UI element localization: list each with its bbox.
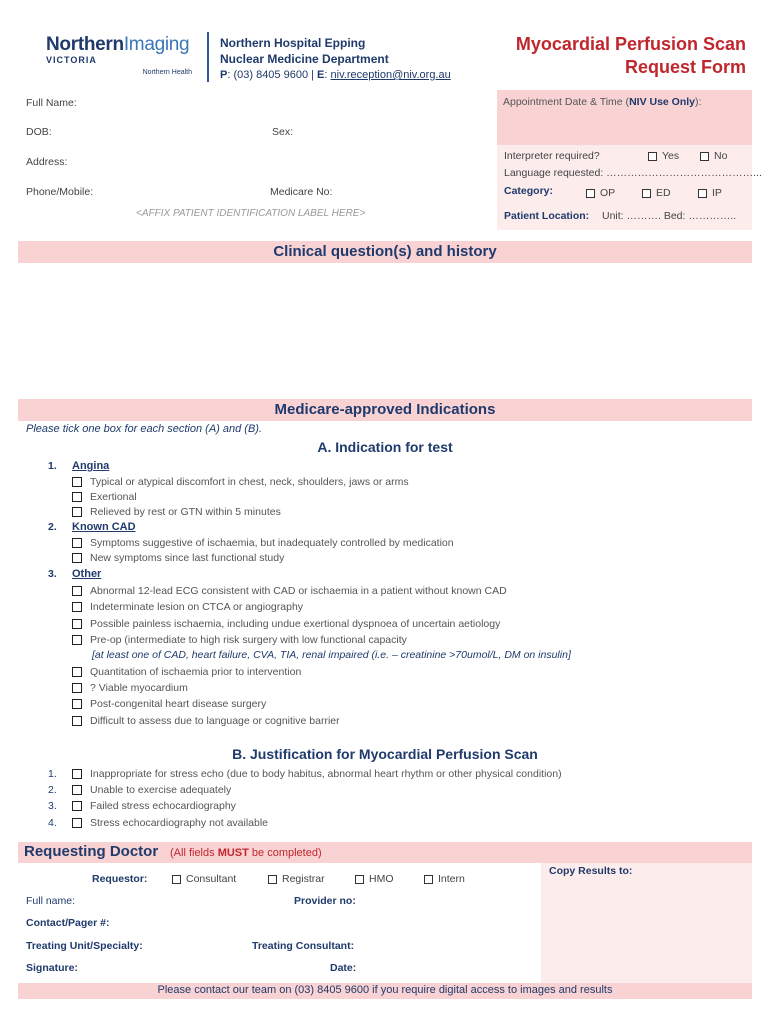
checkbox-icon[interactable] [72, 785, 82, 795]
hospital-phone: : (03) 8405 9600 | [227, 69, 318, 81]
patient-sex-label: Sex: [272, 126, 294, 138]
header-divider [207, 32, 209, 82]
contact-pager-label: Contact/Pager #: [26, 917, 110, 929]
logo-brand-part1: Northern [46, 34, 124, 55]
item-text: Typical or atypical discomfort in chest, neck, shoulders, jaws or arms [90, 476, 409, 488]
op-label: OP [600, 187, 616, 199]
email-label: E [317, 69, 325, 81]
checkbox-icon[interactable] [700, 152, 709, 161]
copy-results-box [541, 863, 752, 985]
item-text: Stress echocardiography not available [90, 817, 269, 829]
checkbox-icon[interactable] [72, 716, 82, 726]
checkbox-icon[interactable] [72, 602, 82, 612]
requesting-doctor-title: Requesting Doctor [24, 843, 159, 860]
indication-item[interactable] [72, 618, 500, 630]
item-text: Exertional [90, 491, 137, 503]
patient-full-name-label: Full Name: [26, 97, 77, 109]
indication-item[interactable] [72, 715, 340, 727]
checkbox-icon[interactable] [72, 635, 82, 645]
indication-item[interactable] [72, 601, 303, 613]
checkbox-icon[interactable] [72, 553, 82, 563]
phone-label: P [220, 69, 228, 81]
patient-dob-label: DOB: [26, 126, 52, 138]
justification-item[interactable] [72, 768, 562, 780]
note-must: MUST [217, 847, 249, 859]
item-text: Quantitation of ischaemia prior to intervention [90, 666, 302, 678]
provider-no-label: Provider no: [294, 895, 356, 907]
checkbox-icon[interactable] [355, 875, 364, 884]
item-text: Post-congenital heart disease surgery [90, 698, 267, 710]
hospital-email-link[interactable]: niv.reception@niv.org.au [330, 69, 451, 81]
checkbox-icon[interactable] [172, 875, 181, 884]
yes-label: Yes [662, 150, 680, 162]
interpreter-yes-option[interactable] [648, 150, 679, 162]
footer-contact-note: Please contact our team on (03) 8405 9600 if you require digital access to images and results [157, 984, 613, 996]
checkbox-icon[interactable] [586, 189, 595, 198]
checkbox-icon[interactable] [72, 818, 82, 828]
doctor-full-name-label: Full name: [26, 895, 76, 907]
section-a-title: A. Indication for test [317, 439, 453, 455]
justification-item[interactable] [72, 817, 268, 829]
logo-parent: Northern Health [142, 69, 192, 76]
signature-label: Signature: [26, 962, 78, 974]
item-text: Failed stress echocardiography [90, 800, 236, 812]
group-number: 3. [48, 568, 57, 580]
item-text: Pre-op (intermediate to high risk surgery with low functional capacity [90, 634, 407, 646]
requestor-registrar-option[interactable] [268, 873, 325, 885]
indication-item[interactable] [72, 585, 507, 597]
indication-item[interactable] [72, 552, 284, 564]
item-text: Relieved by rest or GTN within 5 minutes [90, 506, 281, 518]
justification-item[interactable] [72, 784, 231, 796]
treating-unit-label: Treating Unit/Specialty: [26, 940, 143, 952]
niv-use-only: NIV Use Only [629, 96, 696, 108]
email-sep: : [324, 69, 331, 81]
category-op-option[interactable] [586, 187, 615, 199]
checkbox-icon[interactable] [698, 189, 707, 198]
checkbox-icon[interactable] [72, 683, 82, 693]
checkbox-icon[interactable] [72, 477, 82, 487]
checkbox-icon[interactable] [648, 152, 657, 161]
requestor-consultant-option[interactable] [172, 873, 236, 885]
form-title-line2: Request Form [624, 57, 746, 77]
medicare-note: Please tick one box for each section (A) and (B). [26, 423, 263, 435]
niv-appointment-box [497, 90, 752, 145]
patient-address-label: Address: [26, 156, 68, 168]
checkbox-icon[interactable] [72, 507, 82, 517]
item-text: Difficult to assess due to language or cognitive barrier [90, 715, 340, 727]
patient-location-label: Patient Location: [504, 210, 590, 222]
hospital-dept: Nuclear Medicine Department [220, 52, 389, 66]
appointment-label [497, 90, 752, 114]
ip-label: IP [712, 187, 722, 199]
checkbox-icon[interactable] [72, 492, 82, 502]
requestor-label: Requestor: [92, 873, 148, 885]
interpreter-no-option[interactable] [700, 150, 727, 162]
indication-item[interactable] [72, 537, 454, 549]
interpreter-label: Interpreter required? [504, 150, 600, 162]
b-number: 4. [48, 817, 57, 829]
indication-item[interactable] [72, 698, 266, 710]
b-number: 1. [48, 768, 57, 780]
indication-item[interactable] [72, 666, 301, 678]
checkbox-icon[interactable] [642, 189, 651, 198]
group-label-other: Other [72, 568, 102, 580]
form-title [516, 33, 746, 79]
checkbox-icon[interactable] [72, 667, 82, 677]
hospital-contact [220, 67, 451, 83]
appointment-end: ): [695, 96, 702, 108]
group-number: 2. [48, 521, 57, 533]
consultant-label: Consultant [186, 873, 237, 885]
requesting-doctor-note [170, 847, 322, 859]
logo-brand-part2: Imaging [123, 34, 190, 55]
group-number: 1. [48, 460, 57, 472]
b-number: 3. [48, 800, 57, 812]
checkbox-icon[interactable] [72, 619, 82, 629]
b-number: 2. [48, 784, 57, 796]
item-text: Possible painless ischaemia, including undue exertional dyspnoea of uncertain aetiology [90, 618, 501, 630]
checkbox-icon[interactable] [72, 769, 82, 779]
patient-phone-label: Phone/Mobile: [26, 186, 94, 198]
item-text: Unable to exercise adequately [90, 784, 232, 796]
logo-state: VICTORIA [46, 55, 97, 65]
justification-item[interactable] [72, 800, 236, 812]
category-ed-option[interactable] [642, 187, 671, 199]
checkbox-icon[interactable] [72, 538, 82, 548]
logo [46, 34, 196, 76]
item-text: Inappropriate for stress echo (due to body habitus, abnormal heart rhythm or other physical condition) [90, 768, 562, 780]
note-post: be completed) [248, 847, 322, 859]
group-label-angina: Angina [72, 460, 110, 472]
hospital-info [220, 35, 451, 83]
language-requested: Language requested: ……………………………………... [504, 167, 762, 179]
indication-item[interactable] [72, 476, 409, 488]
hospital-name: Northern Hospital Epping [220, 36, 366, 50]
clinical-section-header: Clinical question(s) and history [18, 241, 752, 263]
treating-consultant-label: Treating Consultant: [252, 940, 355, 952]
item-text: Symptoms suggestive of ischaemia, but inadequately controlled by medication [90, 537, 454, 549]
category-ip-option[interactable] [698, 187, 722, 199]
ed-label: ED [656, 187, 671, 199]
date-label: Date: [330, 962, 357, 974]
item-text: Indeterminate lesion on CTCA or angiography [90, 601, 304, 613]
hmo-label: HMO [369, 873, 394, 885]
note-pre: (All fields [170, 847, 218, 859]
item-text: New symptoms since last functional study [90, 552, 285, 564]
requesting-doctor-header [18, 842, 752, 863]
affix-label-hint: <AFFIX PATIENT IDENTIFICATION LABEL HERE> [136, 208, 366, 219]
registrar-label: Registrar [282, 873, 325, 885]
group-label-known-cad: Known CAD [72, 521, 136, 533]
checkbox-icon[interactable] [72, 699, 82, 709]
medicare-section-header: Medicare-approved Indications [18, 399, 752, 421]
no-label: No [714, 150, 728, 162]
checkbox-icon[interactable] [268, 875, 277, 884]
checkbox-icon[interactable] [72, 586, 82, 596]
copy-results-label: Copy Results to: [549, 865, 633, 877]
item-text: ? Viable myocardium [90, 682, 188, 694]
appointment-text: Appointment Date & Time ( [503, 96, 630, 108]
requestor-hmo-option[interactable] [355, 873, 394, 885]
requestor-intern-option[interactable] [424, 873, 465, 885]
intern-label: Intern [438, 873, 465, 885]
item-text: Abnormal 12-lead ECG consistent with CAD or ischaemia in a patient without known CAD [90, 585, 507, 597]
indication-item[interactable] [72, 491, 137, 503]
checkbox-icon[interactable] [424, 875, 433, 884]
preop-note: [at least one of CAD, heart failure, CVA, TIA, renal impaired (i.e. – creatinine >70umol/L, DM on insulin] [92, 649, 571, 661]
indication-item[interactable] [72, 682, 188, 694]
form-title-line1: Myocardial Perfusion Scan [515, 34, 746, 54]
patient-medicare-label: Medicare No: [270, 186, 333, 198]
checkbox-icon[interactable] [72, 801, 82, 811]
unit-bed-field: Unit: ………. Bed: ………….. [602, 210, 737, 222]
indication-item[interactable] [72, 506, 281, 518]
section-b-title: B. Justification for Myocardial Perfusion Scan [232, 746, 538, 762]
indication-item[interactable] [72, 634, 407, 646]
category-label: Category: [504, 185, 554, 197]
